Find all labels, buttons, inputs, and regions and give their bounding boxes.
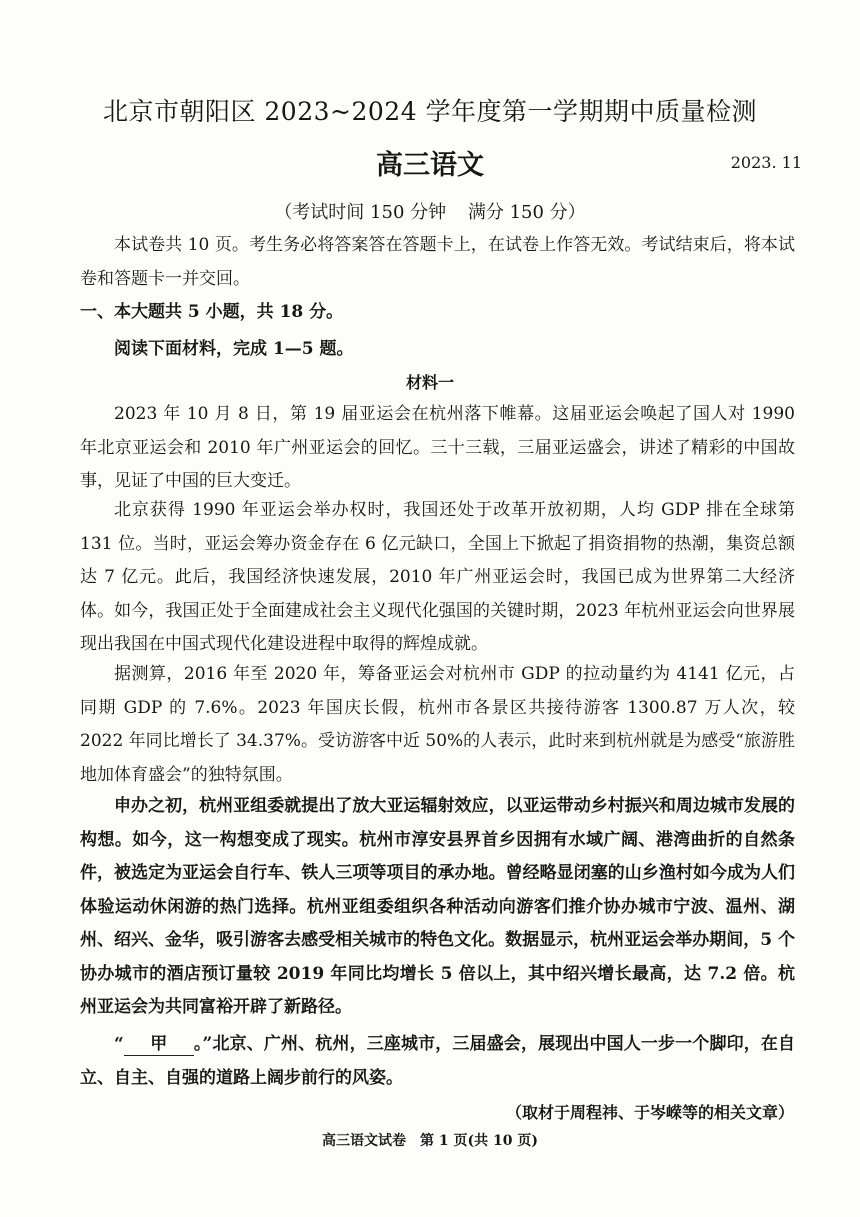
paragraph-2: 北京获得 1990 年亚运会举办权时，我国还处于改革开放初期，人均 GDP 排在全球第 131 位。当时，亚运会筹办资金存在 6 亿元缺口，全国上下掀起了捐资捐物的热潮，集资总额达 7 亿元。此后，我国经济快速发展，2010 年广州亚运会时，我国已成为世界第二大经济体。如今，我国正处于全面建成社会主义现代化强国的关键时期，2023 年杭州亚运会向世界展现出我国在中国式现代化建设进程中取得的辉煌成就。 <box>80 500 795 654</box>
fill-blank-jia: 甲 <box>124 1033 194 1056</box>
section-instruction: 阅读下面材料，完成 1—5 题。 <box>114 339 354 359</box>
exam-date: 2023. 11 <box>730 153 802 172</box>
source-citation: （取材于周程祎、于岑嵘等的相关文章） <box>505 1103 794 1122</box>
paragraph-4: 申办之初，杭州亚组委就提出了放大亚运辐射效应，以亚运带动乡村振兴和周边城市发展的构想。如今，这一构想变成了现实。杭州市淳安县界首乡因拥有水域广阔、港湾曲折的自然条件，被选定为亚运会自行车、铁人三项等项目的承办地。曾经略显闭塞的山乡渔村如今成为人们体验运动休闲游的热门选择。杭州亚组委组织各种活动向游客们推介协办城市宁波、温州、湖州、绍兴、金华，吸引游客去感受相关城市的特色文化。数据显示，杭州亚运会举办期间，5 个协办城市的酒店预订量较 2019 年同比均增长 5 倍以上，其中绍兴增长最高，达 7.2 倍。杭州亚运会为共同富裕开辟了新路径。 <box>80 796 795 1017</box>
page-footer: 高三语文试卷 第 1 页(共 10 页) <box>322 1133 538 1149</box>
material-title: 材料一 <box>405 373 454 392</box>
section-heading: 一、本大题共 5 小题，共 18 分。 <box>80 302 344 322</box>
exam-time: （考试时间 150 分钟 <box>274 202 447 223</box>
paragraph-5-text: 。”北京、广州、杭州，三座城市，三届盛会，展现出中国人一步一个脚印，在自立、自主、自强的道路上阔步前行的风姿。 <box>80 1034 795 1088</box>
paragraph-3: 据测算，2016 年至 2020 年，筹备亚运会对杭州市 GDP 的拉动量约为 4141 亿元，占同期 GDP 的 7.6%。2023 年国庆长假，杭州市各景区共接待游客 1300.87 万人次，较 2022 年同比增长了 34.37%。受访游客中近 50%的人表示，此时来到杭州就是为感受“旅游胜地加体育盛会”的独特氛围。 <box>80 664 795 785</box>
instructions-text: 本试卷共 10 页。考生务必将答案答在答题卡上，在试卷上作答无效。考试结束后，将本试卷和答题卡一并交回。 <box>80 235 795 289</box>
exam-full-score: 满分 150 分） <box>467 202 586 223</box>
exam-title: 北京市朝阳区 2023~2024 学年度第一学期期中质量检测 <box>102 97 758 126</box>
subject-heading: 高三语文 <box>376 150 484 181</box>
exam-time-score <box>0 198 860 224</box>
paragraph-1: 2023 年 10 月 8 日，第 19 届亚运会在杭州落下帷幕。这届亚运会唤起了国人对 1990 年北京亚运会和 2010 年广州亚运会的回忆。三十三载，三届亚运盛会，讲述了精彩的中国故事，见证了中国的巨大变迁。 <box>80 404 795 491</box>
open-quote: “ <box>114 1034 124 1054</box>
paragraph-5 <box>80 1028 795 1095</box>
